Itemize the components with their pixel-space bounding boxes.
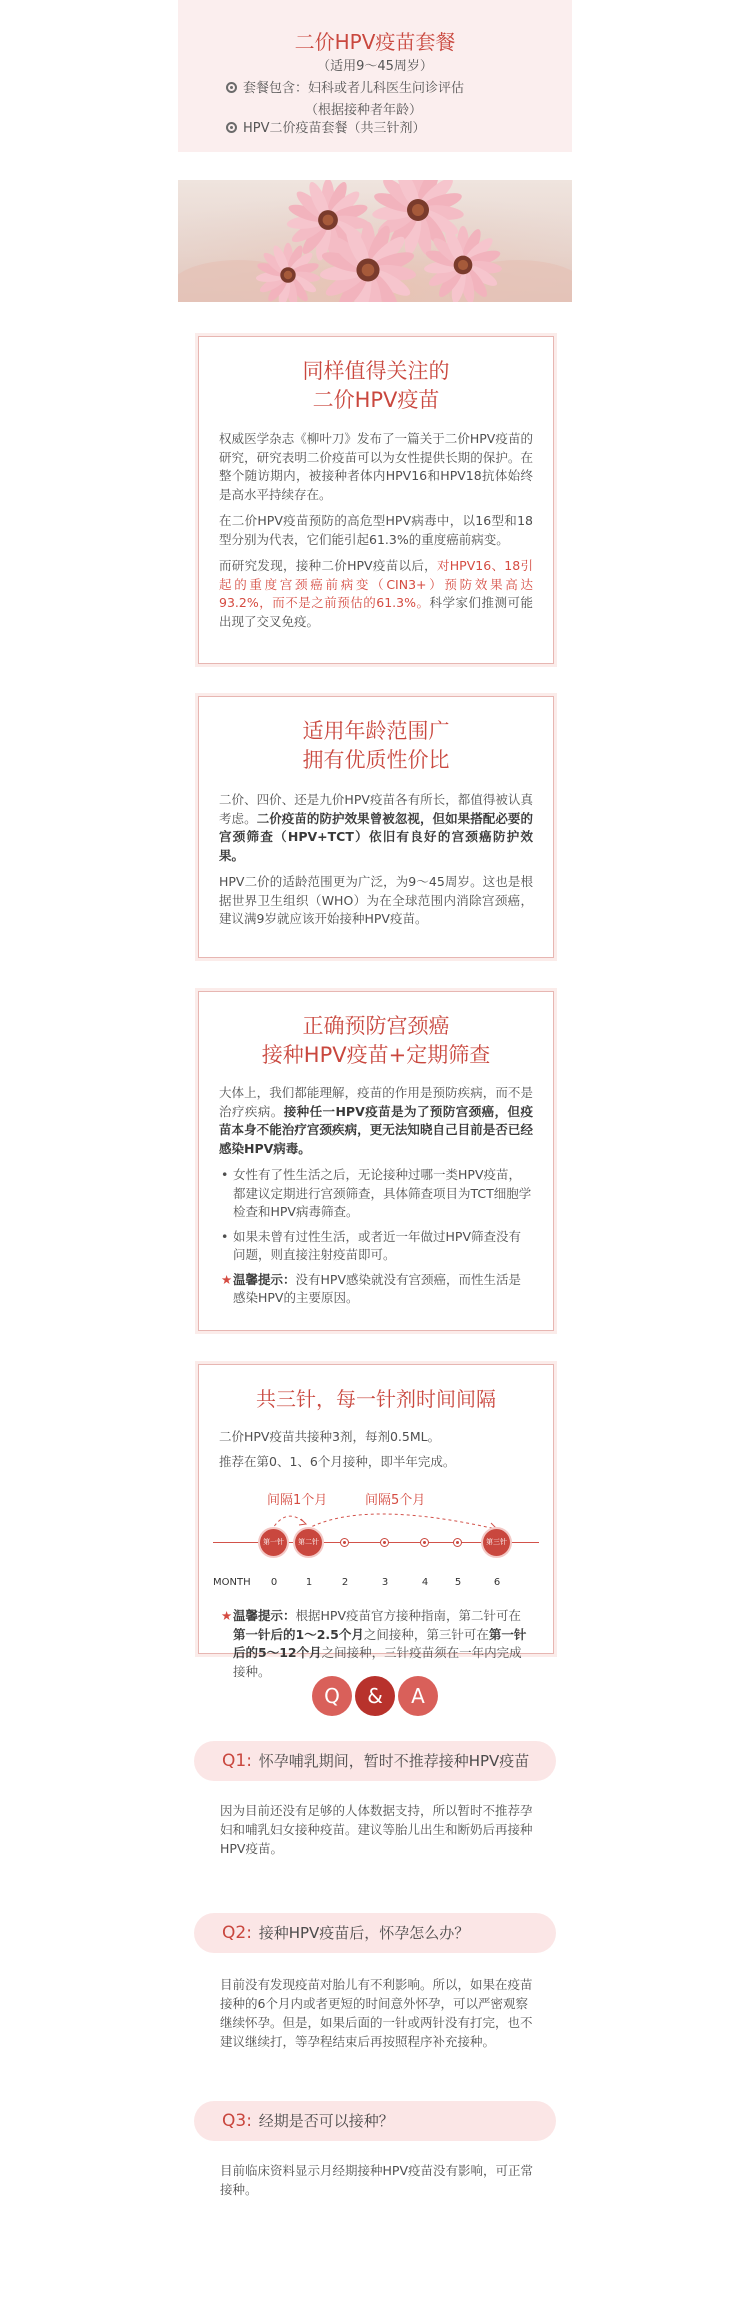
gerbera-flowers-illustration — [178, 180, 572, 302]
card-paragraph: 二价、四价、还是九价HPV疫苗各有所长，都值得被认真考虑。二价疫苗的防护效果曾被忽视，但如果搭配必要的宫颈筛查（HPV+TCT）依旧有良好的宫颈癌防护效果。 — [219, 792, 533, 863]
package-item: 套餐包含：妇科或者儿科医生问诊评估 — [226, 79, 464, 98]
info-card — [198, 1364, 554, 1679]
month-axis-label: MONTH — [213, 1577, 251, 1588]
month-tick: 6 — [493, 1577, 501, 1588]
package-item-sub: （根据接种者年龄） — [305, 103, 423, 118]
answer-text: 目前没有发现疫苗对胎儿有不利影响。所以，如果在疫苗接种的6个月内或者更短的时间意外怀孕，可以严密观察继续怀孕。但是，如果后面的一针或两针没有打完，也不建议继续打，等孕程结束后再按照程序补充接种。 — [220, 1977, 533, 2049]
qa-badge-and: & — [355, 1676, 395, 1716]
bullet-item: • 女性有了性生活之后，无论接种过哪一类HPV疫苗，都建议定期进行宫颈筛查，具体筛查项目为TCT细胞学检查和HPV病毒筛查。 — [219, 1166, 533, 1222]
bullet-item: • 如果未曾有过性生活，或者近一年做过HPV筛查没有问题，则直接注射疫苗即可。 — [219, 1228, 533, 1265]
question-pill — [194, 1913, 556, 1953]
month-tick: 3 — [381, 1577, 389, 1588]
month-tick: 0 — [270, 1577, 278, 1588]
dose-node: 第二针 — [295, 1529, 322, 1556]
dose-node: 第三针 — [483, 1529, 510, 1556]
month-tick: 1 — [305, 1577, 313, 1588]
tip-note: ★ 温馨提示：没有HPV感染就没有宫颈癌，而性生活是感染HPV的主要原因。 — [221, 1271, 522, 1305]
bullet-list — [219, 1166, 533, 1265]
question-number: Q3: — [222, 2111, 252, 2131]
month-tick: 5 — [454, 1577, 462, 1588]
month-tick: 4 — [421, 1577, 429, 1588]
tip-note: ★ 温馨提示：根据HPV疫苗官方接种指南，第二针可在第一针后的1～2.5个月之间接种，第三针可在第一针后的5～12个月之间接种，三针疫苗须在一年内完成接种。 — [221, 1608, 527, 1679]
question-text: 怀孕哺乳期间，暂时不推荐接种HPV疫苗 — [258, 1752, 530, 1770]
card-title: 正确预防宫颈癌 接种HPV疫苗+定期筛查 — [261, 1014, 491, 1067]
info-card — [198, 336, 554, 664]
package-panel — [178, 0, 572, 152]
question-pill — [194, 1741, 556, 1781]
card-title: 适用年龄范围广 拥有优质性价比 — [302, 719, 450, 772]
month-tick: 2 — [341, 1577, 349, 1588]
dose-node: 第一针 — [260, 1529, 287, 1556]
answer-text: 目前临床资料显示月经期接种HPV疫苗没有影响，可正常接种。 — [220, 2163, 533, 2197]
package-item: HPV二价疫苗套餐（共三针剂） — [226, 119, 426, 138]
interval-label: 间隔5个月 — [365, 1493, 426, 1508]
dose-timeline — [213, 1481, 539, 1601]
card-title: 共三针，每一针剂时间间隔 — [256, 1387, 496, 1411]
month-dot — [380, 1538, 389, 1547]
card-paragraph: 在二价HPV疫苗预防的高危型HPV病毒中，以16型和18型分别为代表，它们能引起61.3%的重度癌前病变。 — [219, 513, 533, 547]
card-paragraph: 而研究发现，接种二价HPV疫苗以后，对HPV16、18引起的重度宫颈癌前病变（CIN3+）预防效果高达93.2%，而不是之前预估的61.3%。科学家们推测可能出现了交叉免疫。 — [219, 558, 533, 629]
question-text: 接种HPV疫苗后，怀孕怎么办？ — [258, 1924, 470, 1942]
star-icon: ★ — [221, 1608, 233, 1623]
radio-dot-icon — [226, 122, 237, 133]
question-text: 经期是否可以接种？ — [258, 2112, 394, 2130]
package-age-range: （适用9～45周岁） — [317, 59, 433, 74]
star-icon: ★ — [221, 1271, 233, 1287]
radio-dot-icon — [226, 82, 237, 93]
qa-badge-a: A — [398, 1676, 438, 1716]
interval-label: 间隔1个月 — [267, 1493, 328, 1508]
answer-text: 因为目前还没有足够的人体数据支持，所以暂时不推荐孕妇和哺乳妇女接种疫苗。建议等胎儿出生和断奶后再接种HPV疫苗。 — [220, 1803, 533, 1856]
month-dot — [420, 1538, 429, 1547]
month-dot — [340, 1538, 349, 1547]
card-paragraph: 权威医学杂志《柳叶刀》发布了一篇关于二价HPV疫苗的研究，研究表明二价疫苗可以为女性提供长期的保护。在整个随访期内，被接种者体内HPV16和HPV18抗体始终是高水平持续存在。 — [219, 431, 533, 502]
card-paragraph: HPV二价的适龄范围更为广泛，为9～45周岁。这也是根据世界卫生组织（WHO）为在全球范围内消除宫颈癌，建议满9岁就应该开始接种HPV疫苗。 — [219, 874, 533, 926]
card-paragraph: 二价HPV疫苗共接种3剂，每剂0.5ML。 — [219, 1429, 441, 1444]
question-number: Q2: — [222, 1923, 252, 1943]
card-paragraph: 大体上，我们都能理解，疫苗的作用是预防疾病，而不是治疗疾病。接种任一HPV疫苗是为了预防宫颈癌，但疫苗本身不能治疗宫颈疾病，更无法知晓自己目前是否已经感染HPV病毒。 — [219, 1085, 533, 1156]
flower-photo — [178, 180, 572, 302]
card-paragraph: 推荐在第0、1、6个月接种，即半年完成。 — [219, 1453, 456, 1469]
month-dot — [453, 1538, 462, 1547]
qa-badges — [0, 1676, 750, 1716]
info-card — [198, 696, 554, 958]
card-title: 同样值得关注的 二价HPV疫苗 — [302, 359, 450, 412]
question-pill — [194, 2101, 556, 2141]
info-card — [198, 991, 554, 1331]
qa-badge-q: Q — [312, 1676, 352, 1716]
question-number: Q1: — [222, 1751, 252, 1771]
package-title: 二价HPV疫苗套餐 — [294, 30, 456, 54]
